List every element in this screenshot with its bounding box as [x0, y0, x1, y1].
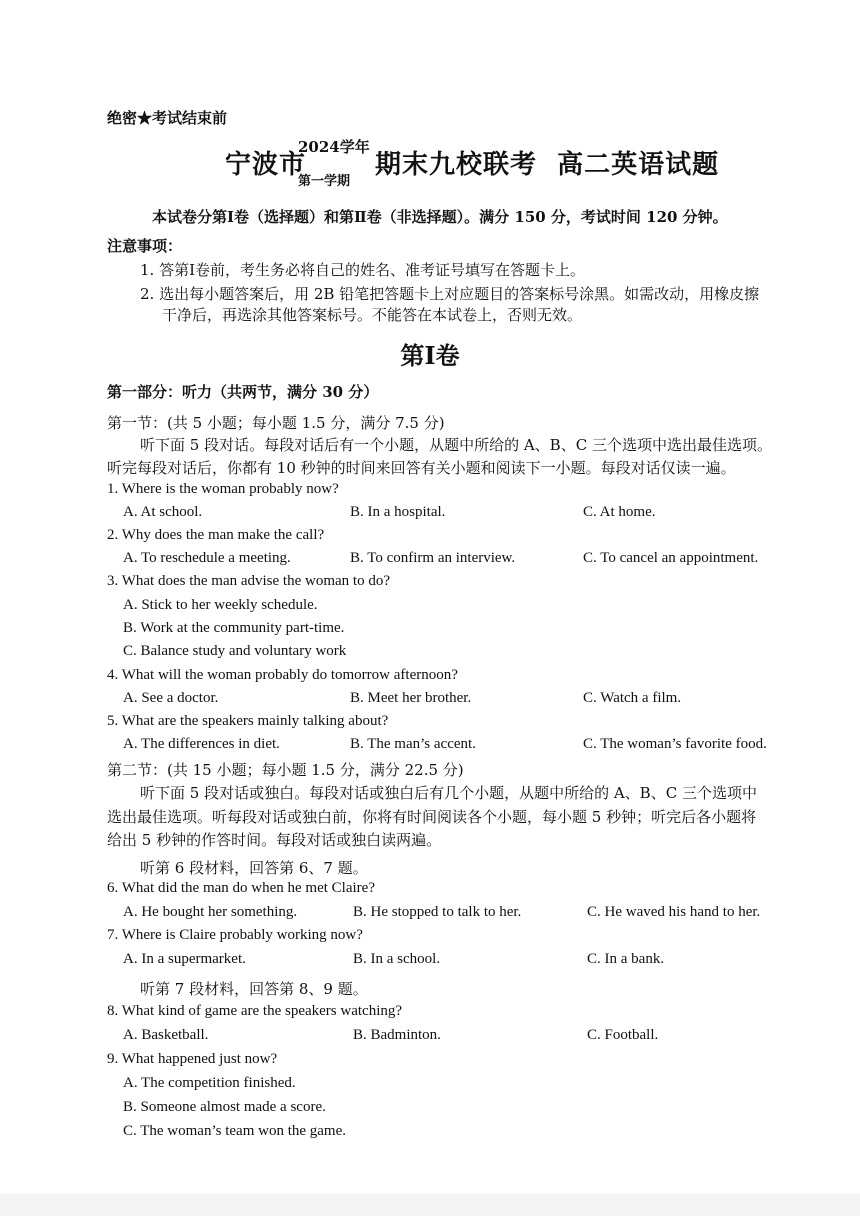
question-1-option-c: C. At home. — [583, 504, 656, 520]
question-8: 8. What kind of game are the speakers watching? — [107, 1003, 403, 1019]
title-city: 宁波市 — [225, 150, 307, 180]
question-1-option-b: B. In a hospital. — [350, 504, 446, 520]
part1-heading: 第一部分：听力（共两节，满分 30 分） — [107, 383, 379, 401]
notice-heading: 注意事项： — [107, 237, 183, 255]
question-5: 5. What are the speakers mainly talking about? — [107, 713, 389, 729]
question-4: 4. What will the woman probably do tomorrow afternoon? — [107, 667, 458, 683]
section2-directions-1: 听下面 5 段对话或独白。每段对话或独白后有几个小题，从题中所给的 A、B、C 三个选项中 — [140, 784, 757, 802]
question-5-option-b: B. The man’s accent. — [350, 736, 476, 752]
material-6-instruction: 听第 6 段材料，回答第 6、7 题。 — [140, 859, 368, 877]
section2-directions-3: 给出 5 秒钟的作答时间。每段对话或独白读两遍。 — [107, 831, 442, 849]
question-4-option-b: B. Meet her brother. — [350, 690, 472, 706]
material-7-instruction: 听第 7 段材料，回答第 8、9 题。 — [140, 980, 368, 998]
question-6-option-c: C. He waved his hand to her. — [587, 904, 761, 920]
question-9-option-b: B. Someone almost made a score. — [123, 1099, 326, 1115]
notice-item-2-cont: 干净后，再选涂其他答案标号。不能答在本试卷上，否则无效。 — [162, 306, 583, 324]
section2-heading: 第二节：(共 15 小题；每小题 1.5 分，满分 22.5 分) — [107, 761, 464, 779]
question-7-option-a: A. In a supermarket. — [123, 951, 246, 967]
question-2-option-a: A. To reschedule a meeting. — [123, 550, 291, 566]
question-5-option-a: A. The differences in diet. — [123, 736, 280, 752]
section2-directions-2: 选出最佳选项。听每段对话或独白前，你将有时间阅读各个小题，每小题 5 秒钟；听完后各小题将 — [107, 808, 757, 826]
exam-intro: 本试卷分第Ⅰ卷（选择题）和第Ⅱ卷（非选择题）。满分 150 分，考试时间 120 分钟。 — [152, 208, 728, 226]
question-2-option-c: C. To cancel an appointment. — [583, 550, 759, 566]
page-bottom-margin — [0, 1194, 860, 1216]
question-6: 6. What did the man do when he met Claire? — [107, 880, 375, 896]
volume-heading: 第Ⅰ卷 — [400, 341, 460, 370]
title-exam-name: 期末九校联考 高二英语试题 — [375, 150, 720, 180]
title-term: 第一学期 — [298, 174, 351, 189]
question-9: 9. What happened just now? — [107, 1051, 278, 1067]
question-7-option-b: B. In a school. — [353, 951, 441, 967]
question-3-option-b: B. Work at the community part-time. — [123, 620, 345, 636]
question-1: 1. Where is the woman probably now? — [107, 481, 339, 497]
question-6-option-a: A. He bought her something. — [123, 904, 298, 920]
question-8-option-a: A. Basketball. — [123, 1027, 209, 1043]
question-9-option-c: C. The woman’s team won the game. — [123, 1123, 347, 1139]
title-year: 2024学年 — [298, 138, 370, 156]
question-6-option-b: B. He stopped to talk to her. — [353, 904, 522, 920]
question-2-option-b: B. To confirm an interview. — [350, 550, 516, 566]
section1-directions-1: 听下面 5 段对话。每段对话后有一个小题，从题中所给的 A、B、C 三个选项中选出最佳选项。 — [140, 436, 772, 454]
question-2: 2. Why does the man make the call? — [107, 527, 325, 543]
question-4-option-c: C. Watch a film. — [583, 690, 682, 706]
notice-item-1: 1. 答第Ⅰ卷前，考生务必将自己的姓名、准考证号填写在答题卡上。 — [140, 261, 586, 279]
question-8-option-c: C. Football. — [587, 1027, 659, 1043]
section1-heading: 第一节：(共 5 小题；每小题 1.5 分，满分 7.5 分) — [107, 414, 445, 432]
question-4-option-a: A. See a doctor. — [123, 690, 219, 706]
question-1-option-a: A. At school. — [123, 504, 203, 520]
section1-directions-2: 听完每段对话后，你都有 10 秒钟的时间来回答有关小题和阅读下一小题。每段对话仅读一遍。 — [107, 459, 736, 477]
question-9-option-a: A. The competition finished. — [123, 1075, 296, 1091]
question-3-option-a: A. Stick to her weekly schedule. — [123, 597, 318, 613]
notice-item-2: 2. 选出每小题答案后，用 2B 铅笔把答题卡上对应题目的答案标号涂黑。如需改动，用橡皮擦 — [140, 285, 760, 303]
question-5-option-c: C. The woman’s favorite food. — [583, 736, 767, 752]
question-7-option-c: C. In a bank. — [587, 951, 665, 967]
question-3-option-c: C. Balance study and voluntary work — [123, 643, 347, 659]
question-8-option-b: B. Badminton. — [353, 1027, 441, 1043]
question-7: 7. Where is Claire probably working now? — [107, 927, 363, 943]
confidential-label: 绝密★考试结束前 — [107, 109, 228, 127]
question-3: 3. What does the man advise the woman to do? — [107, 573, 390, 589]
